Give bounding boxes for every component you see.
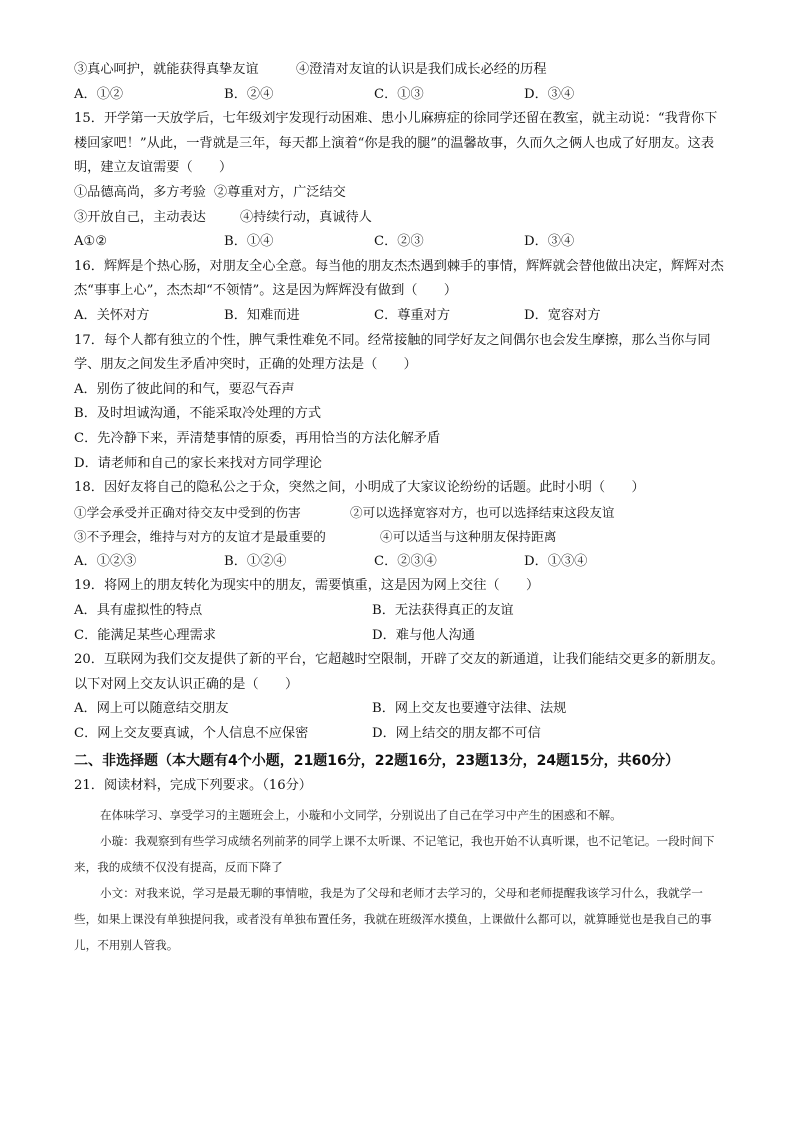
- q17-stem: 17．每个人都有独立的个性，脾气秉性难免不同。经常接触的同学好友之间偶尔也会发生摩擦，那么当你与同学、朋友之间发生矛盾冲突时，正确的处理方法是（ ）: [74, 332, 711, 373]
- q14-option-b[interactable]: B．②④: [224, 86, 274, 102]
- q16-option-b[interactable]: B．知难而进: [224, 307, 300, 323]
- q18-item-2: ②可以选择宽容对方，也可以选择结束这段友谊: [350, 504, 615, 520]
- q20-options-row-2: [74, 722, 724, 747]
- q18-option-c[interactable]: C．②③④: [374, 553, 437, 569]
- q16-options: [74, 304, 724, 329]
- q15-item-2: ②尊重对方，广泛结交: [214, 184, 346, 200]
- q15-option-c[interactable]: C．②③: [374, 234, 424, 250]
- q14-item-3: ③真心呵护，就能获得真挚友谊: [74, 62, 259, 77]
- q17-option-a[interactable]: A．别伤了彼此间的和气，要忍气吞声: [74, 381, 295, 397]
- q17-option-d[interactable]: D．请老师和自己的家长来找对方同学理论: [74, 455, 322, 471]
- q20-options-row-1: [74, 697, 724, 722]
- q18-items-row-1: [74, 501, 724, 526]
- q21-material-para-3: 小文：对我来说，学习是最无聊的事情啦，我是为了父母和老师才去学习的，父母和老师提醒我该学习什么，我就学一些，如果上课没有单独提问我，或者没有单独布置任务，我就在班级浑水摸鱼，上课做什么都可以，就算睡觉也是我自己的事儿，不用别人管我。: [74, 886, 712, 953]
- q14-options: [74, 83, 724, 108]
- q16-stem: 16．辉辉是个热心肠，对朋友全心全意。每当他的朋友杰杰遇到棘手的事情，辉辉就会替他做出决定，辉辉对杰杰“事事上心”，杰杰却“不领情”。这是因为辉辉没有做到（ ）: [74, 258, 724, 299]
- q16-option-a[interactable]: A．关怀对方: [74, 307, 150, 323]
- q20-option-c[interactable]: C．网上交友要真诚，个人信息不应保密: [74, 726, 309, 742]
- q14-option-a[interactable]: A．①②: [74, 86, 124, 102]
- q15-option-d[interactable]: D．③④: [524, 234, 575, 250]
- q20-stem: 20．互联网为我们交友提供了新的平台，它超越时空限制，开辟了交友的新通道，让我们能结交更多的新朋友。以下对网上交友认识正确的是（ ）: [74, 652, 724, 692]
- q21-material-para-2: 小璇：我观察到有些学习成绩名列前茅的同学上课不太听课、不记笔记，我也开始不认真听课，也不记笔记。一段时间下来，我的成绩不仅没有提高，反而下降了: [74, 834, 715, 875]
- q18-items-row-2: [74, 525, 724, 550]
- q21-material-para-1: 在体味学习、享受学习的主题班会上，小璇和小文同学，分别说出了自己在学习中产生的困惑和不解。: [100, 808, 622, 823]
- q14-option-d[interactable]: D．③④: [524, 86, 575, 102]
- q16-option-c[interactable]: C．尊重对方: [374, 307, 451, 323]
- q14-item-4: ④澄清对友谊的认识是我们成长必经的历程: [296, 62, 547, 77]
- q18-item-3: ③不予理会，维持与对方的友谊才是最重要的: [74, 529, 326, 545]
- q15-option-b[interactable]: B．①④: [224, 234, 274, 250]
- q19-option-b[interactable]: B．无法获得真正的友谊: [372, 603, 514, 619]
- q15-items-row-2: [74, 206, 724, 231]
- q14-items-row: [74, 58, 724, 83]
- q20-option-b[interactable]: B．网上交友也要遵守法律、法规: [372, 701, 567, 717]
- q19-option-c[interactable]: C．能满足某些心理需求: [74, 627, 216, 643]
- q18-item-1: ①学会承受并正确对待交友中受到的伤害: [74, 504, 301, 520]
- q15-items-row-1: [74, 181, 724, 206]
- q19-option-a[interactable]: A．具有虚拟性的特点: [74, 603, 203, 619]
- q18-stem: 18．因好友将自己的隐私公之于众，突然之间，小明成了大家议论纷纷的话题。此时小明（ ）: [74, 480, 645, 496]
- q18-item-4: ④可以适当与这种朋友保持距离: [380, 529, 557, 545]
- q15-option-a[interactable]: A①②: [74, 234, 108, 250]
- q16-option-d[interactable]: D．宽容对方: [524, 307, 601, 323]
- q21-stem: 21．阅读材料，完成下列要求。（16分）: [74, 777, 312, 793]
- q18-option-a[interactable]: A．①②③: [74, 553, 137, 569]
- q18-option-d[interactable]: D．①③④: [524, 553, 588, 569]
- q18-option-b[interactable]: B．①②④: [224, 553, 287, 569]
- q20-option-a[interactable]: A．网上可以随意结交朋友: [74, 701, 229, 717]
- q20-option-d[interactable]: D．网上结交的朋友都不可信: [372, 726, 541, 742]
- q15-options: [74, 230, 724, 255]
- q19-stem: 19．将网上的朋友转化为现实中的朋友，需要慎重，这是因为网上交往（ ）: [74, 578, 540, 594]
- q19-option-d[interactable]: D．难与他人沟通: [372, 627, 475, 643]
- q15-item-4: ④持续行动，真诚待人: [240, 209, 372, 225]
- q17-option-b[interactable]: B．及时坦诚沟通，不能采取冷处理的方式: [74, 406, 322, 422]
- q15-item-1: ①品德高尚，多方考验: [74, 184, 206, 200]
- q18-options: [74, 550, 724, 575]
- q15-stem: 15．开学第一天放学后，七年级刘宇发现行动困难、患小儿麻痹症的徐同学还留在教室，就主动说：“我背你下楼回家吧！”从此，一背就是三年，每天都上演着“你是我的腿”的温馨故事，久而久之俩人也成了好朋友。这表明，建立友谊需要（ ）: [74, 111, 718, 176]
- section-2-heading: 二、非选择题（本大题有4个小题，21题16分，22题16分，23题13分，24题15分，共60分）: [74, 752, 680, 769]
- q19-options-row-2: [74, 624, 724, 649]
- q19-options-row-1: [74, 599, 724, 624]
- exam-page: [74, 58, 724, 958]
- q15-item-3: ③开放自己，主动表达: [74, 209, 206, 225]
- q14-option-c[interactable]: C．①③: [374, 86, 424, 102]
- q17-option-c[interactable]: C．先冷静下来，弄清楚事情的原委，再用恰当的方法化解矛盾: [74, 430, 441, 446]
